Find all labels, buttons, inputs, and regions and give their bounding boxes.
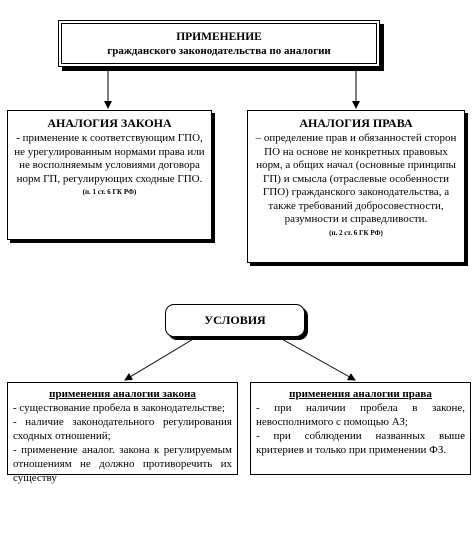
cond-law-item: - существование пробела в законодательстве; [13, 402, 225, 414]
analogy-right-heading: АНАЛОГИЯ ПРАВА [299, 116, 413, 130]
cond-right-item: - при наличии пробела в законе, невосполнимого с помощью АЗ; [256, 402, 465, 428]
arrow-to-cond-law [125, 338, 195, 380]
title-box [58, 20, 380, 67]
cond-right-item: - при соблюдении названных выше критериев и только при применении ФЗ. [256, 430, 465, 456]
analogy-law-text: - применение к соответствующим ГПО, не урегулированным нормами права или не восполняемым условиями договора норм ГП, регулирующих сходные ГПО. [14, 132, 205, 185]
analogy-right-text: – определение прав и обязанностей сторон ПО на основе не конкретных правовых норм, а общих начал (основные принципы ГП) и смысла (отраслевые особенности ГПО) гражданского законодательства, а также требований добросовестности, разумности и справедливости. [255, 132, 457, 225]
conditions-label: УСЛОВИЯ [204, 313, 266, 327]
cond-law-heading: применения аналогии закона [49, 388, 196, 400]
analogy-law-ref: (п. 1 ст. 6 ГК РФ) [82, 188, 137, 196]
cond-law-box [7, 382, 238, 484]
title-line1: ПРИМЕНЕНИЕ [176, 31, 262, 43]
cond-right-heading: применения аналогии права [289, 388, 432, 400]
cond-law-item: - наличие законодательного регулирования сходных отношений; [13, 416, 232, 442]
cond-law-item: - применение аналог. закона к регулируемым отношениям не должно противоречить их существу [13, 444, 232, 484]
title-line2: гражданского законодательства по аналогии [107, 45, 331, 57]
analogy-law-box [7, 110, 212, 240]
analogy-right-ref: (п. 2 ст. 6 ГК РФ) [329, 228, 383, 237]
conditions-box [165, 304, 305, 337]
analogy-law-heading: АНАЛОГИЯ ЗАКОНА [47, 116, 172, 130]
cond-right-box [250, 382, 471, 475]
arrow-to-cond-right [280, 338, 355, 380]
analogy-right-box [247, 110, 465, 263]
